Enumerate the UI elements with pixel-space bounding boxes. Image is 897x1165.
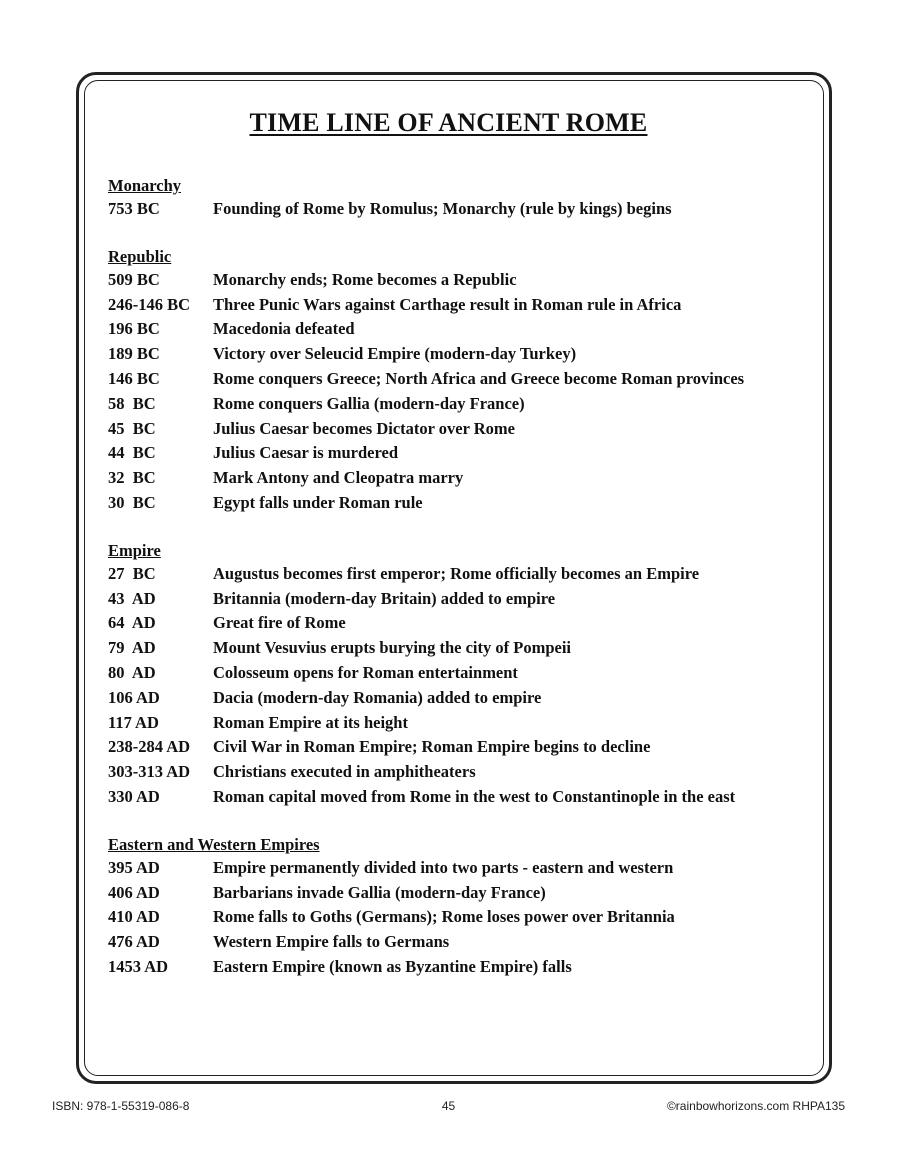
section-heading: Republic [108, 246, 172, 266]
timeline-entry [108, 342, 808, 367]
entry-event: Rome conquers Greece; North Africa and Greece become Roman provinces [213, 368, 745, 388]
entry-event: Julius Caesar becomes Dictator over Rome [213, 418, 515, 438]
entry-date: 32 BC [108, 468, 156, 488]
entry-event: Colosseum opens for Roman entertainment [213, 662, 518, 682]
timeline-entry [108, 392, 808, 417]
entry-date: 189 BC [108, 344, 160, 364]
entry-date: 246-146 BC [108, 294, 191, 314]
timeline-entry [108, 930, 808, 955]
entry-event: Rome falls to Goths (Germans); Rome loses power over Britannia [213, 907, 675, 927]
section-heading: Empire [108, 540, 161, 560]
entry-date: 1453 AD [108, 956, 169, 976]
entry-date: 238-284 AD [108, 737, 191, 757]
timeline-entry [108, 856, 808, 881]
timeline-entry [108, 317, 808, 342]
entry-event: Civil War in Roman Empire; Roman Empire begins to decline [213, 737, 651, 757]
entry-event: Rome conquers Gallia (modern-day France) [213, 393, 525, 413]
timeline-entry [108, 293, 808, 318]
entry-date: 79 AD [108, 638, 156, 658]
entry-event: Britannia (modern-day Britain) added to empire [213, 588, 556, 608]
entry-event: Founding of Rome by Romulus; Monarchy (rule by kings) begins [213, 199, 672, 218]
entry-date: 509 BC [108, 269, 160, 289]
entry-event: Three Punic Wars against Carthage result in Roman rule in Africa [213, 294, 682, 314]
footer-publisher: ©rainbowhorizons.com RHPA135 [666, 1099, 845, 1113]
entry-event: Victory over Seleucid Empire (modern-day Turkey) [213, 344, 577, 364]
entry-date: 476 AD [108, 932, 160, 952]
entry-date: 117 AD [108, 712, 159, 732]
timeline-entry [108, 785, 808, 810]
entry-date: 64 AD [108, 613, 156, 633]
entry-date: 410 AD [108, 907, 160, 927]
timeline-entry [108, 955, 808, 980]
entry-event: Monarchy ends; Rome becomes a Republic [213, 269, 517, 289]
timeline-entry [108, 686, 808, 711]
timeline-entry [108, 491, 808, 516]
footer-isbn: ISBN: 978-1-55319-086-8 [52, 1099, 190, 1113]
entry-event: Mark Antony and Cleopatra marry [213, 468, 464, 488]
timeline-entry [108, 760, 808, 785]
entry-event: Christians executed in amphitheaters [213, 762, 476, 782]
page-title: TIME LINE OF ANCIENT ROME [249, 108, 648, 137]
timeline-entry [108, 466, 808, 491]
entry-event: Great fire of Rome [213, 613, 346, 633]
timeline-entry [108, 441, 808, 466]
timeline-entry [108, 711, 808, 736]
timeline-section [108, 175, 808, 222]
footer-page-number: 45 [441, 1099, 456, 1113]
timeline-entry [108, 735, 808, 760]
entry-event: Eastern Empire (known as Byzantine Empire) falls [213, 956, 572, 976]
entry-event: Augustus becomes first emperor; Rome officially becomes an Empire [213, 563, 700, 583]
entry-date: 45 BC [108, 418, 156, 438]
entry-date: 196 BC [108, 319, 160, 339]
entry-date: 80 AD [108, 662, 156, 682]
entry-date: 330 AD [108, 786, 160, 806]
timeline-section [108, 834, 808, 980]
timeline-content [108, 175, 808, 1004]
entry-event: Western Empire falls to Germans [213, 932, 450, 952]
timeline-entry [108, 636, 808, 661]
entry-date: 43 AD [108, 588, 156, 608]
timeline-entry [108, 611, 808, 636]
entry-event: Barbarians invade Gallia (modern-day France) [213, 882, 546, 902]
timeline-entry [108, 587, 808, 612]
section-heading: Monarchy [108, 176, 182, 195]
entry-event: Empire permanently divided into two parts - eastern and western [213, 857, 674, 877]
entry-date: 303-313 AD [108, 762, 191, 782]
entry-date: 106 AD [108, 687, 160, 707]
entry-date: 30 BC [108, 492, 156, 512]
timeline-section [108, 540, 808, 810]
entry-event: Roman Empire at its height [213, 712, 408, 732]
entry-date: 27 BC [108, 563, 156, 583]
timeline-entry [108, 661, 808, 686]
entry-date: 44 BC [108, 443, 156, 463]
entry-event: Egypt falls under Roman rule [213, 492, 423, 512]
entry-event: Roman capital moved from Rome in the west to Constantinople in the east [213, 786, 736, 806]
timeline-entry [108, 367, 808, 392]
entry-event: Julius Caesar is murdered [213, 443, 399, 463]
entry-event: Mount Vesuvius erupts burying the city of Pompeii [213, 638, 571, 658]
timeline-section [108, 246, 808, 516]
timeline-entry [108, 417, 808, 442]
timeline-entry [108, 881, 808, 906]
timeline-entry [108, 197, 808, 222]
timeline-entry [108, 905, 808, 930]
entry-event: Dacia (modern-day Romania) added to empire [213, 687, 542, 707]
entry-date: 58 BC [108, 393, 156, 413]
entry-event: Macedonia defeated [213, 319, 355, 339]
entry-date: 406 AD [108, 882, 160, 902]
entry-date: 753 BC [108, 199, 160, 218]
entry-date: 395 AD [108, 857, 160, 877]
timeline-entry [108, 562, 808, 587]
entry-date: 146 BC [108, 368, 160, 388]
timeline-entry [108, 268, 808, 293]
section-heading: Eastern and Western Empires [108, 834, 320, 854]
